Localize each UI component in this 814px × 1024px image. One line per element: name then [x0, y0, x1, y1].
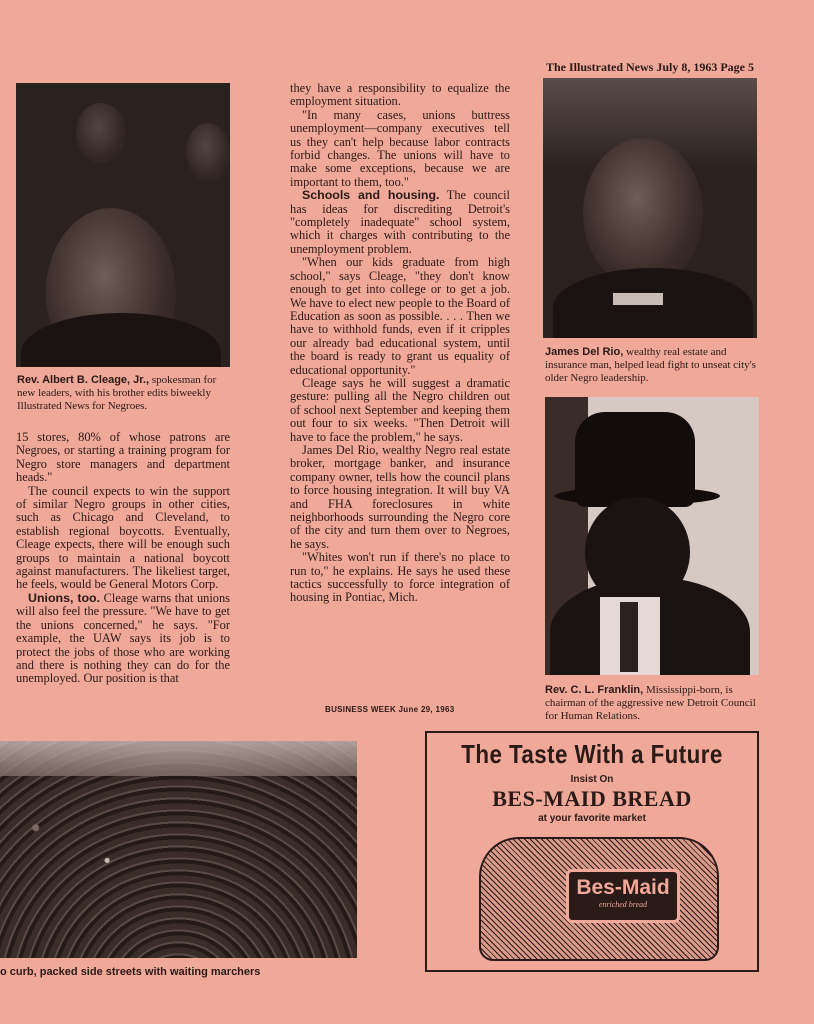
caption-del-rio [545, 346, 759, 385]
ad-headline: The Taste With a Future [461, 739, 723, 769]
col1-paragraph-1: 15 stores, 80% of whose patrons are Negroes, or starting a training program for Negro store managers and department heads." [16, 430, 230, 485]
col2-paragraph-6: James Del Rio, wealthy Negro real estate broker, mortgage banker, and insurance company owner, tells how the council plans to force housing integration. It will buy VA and FHA foreclosures in white neighborhoods surrounding the Negro core of the city and turn them over to Negroes, he says. [290, 442, 510, 551]
col1-paragraph-3: Cleage warns that unions will also feel the pressure. "We have to get the unions concerned," he says. "For example, the UAW says its job is to protect the jobs of those who are working and there is nothing they can do for the unemployed. Our position is that [16, 590, 230, 686]
photo-cleage [16, 83, 230, 367]
bread-loaf-illustration [479, 837, 719, 961]
caption-del-rio-name: James Del Rio, [545, 346, 624, 358]
caption-franklin [545, 684, 759, 723]
bread-advertisement [425, 731, 759, 972]
col2-paragraph-4: "When our kids graduate from high school," says Cleage, "they don't know enough to get into college or to get a job. We have to elect new people to the Board of Education as soon as possible. . . . Then we have to withhold funds, even if it cripples our already bad educational system, until the board is ready to grant us equality of educational opportunity." [290, 255, 510, 377]
col2-paragraph-1: they have a responsibility to equalize the employment situation. [290, 81, 510, 109]
col2-paragraph-5: Cleage says he will suggest a dramatic gesture: pulling all the Negro children out of school next September and keeping them out four to six weeks. "Then Detroit will have to face the problem," he says. [290, 375, 510, 444]
ad-where: at your favorite market [538, 813, 646, 824]
caption-del-rio-text: wealthy real estate and insurance man, helped lead fight to unseat city's older Negro leadership. [545, 346, 756, 384]
photo-franklin [545, 397, 759, 675]
photo-marchers-caption: o curb, packed side streets with waiting marchers [0, 966, 261, 978]
col2-paragraph-2: "In many cases, unions buttress unemployment—company executives tell us they can't help because labor contracts forbid changes. The unions will have to make some exceptions, because we are important to them, too." [290, 107, 510, 189]
col1-paragraph-2: The council expects to win the support of similar Negro groups in other cities, such as Chicago and Cleveland, to establish regional boycotts. Eventually, Cleage expects, there will be enough such groups to maintain a national boycott against manufacturers. The likeliest target, he feels, would be General Motors Corp. [16, 483, 230, 592]
caption-cleage-name: Rev. Albert B. Cleage, Jr., [17, 374, 150, 386]
caption-cleage-text: spokesman for new leaders, with his brother edits biweekly Illustrated News for Negroes. [17, 374, 217, 412]
col2-paragraph-3: The council has ideas for discrediting Detroit's "completely inadequate" school system, which it charges with contributing to the unemployment problem. [290, 188, 510, 256]
col2-subhead-schools: Schools and housing. [302, 188, 440, 203]
bread-label [566, 869, 680, 923]
bread-subtitle: enriched bread [598, 900, 648, 909]
bread-brand: Bes-Maid [576, 876, 670, 899]
col2-paragraph-7: "Whites won't run if there's no place to run to," he explains. He says he used these tactics successfully to force integration of housing in Pontiac, Mich. [290, 550, 510, 605]
caption-franklin-text: Mississippi-born, is chairman of the aggressive new Detroit Council for Human Relations. [545, 684, 756, 722]
page-header: The Illustrated News July 8, 1963 Page 5 [546, 60, 754, 74]
photo-marchers [0, 741, 357, 958]
ad-insist: Insist On [570, 774, 614, 785]
photo-del-rio [543, 78, 757, 338]
source-credit: BUSINESS WEEK June 29, 1963 [325, 705, 455, 714]
caption-franklin-name: Rev. C. L. Franklin, [545, 684, 644, 696]
col1-subhead-unions: Unions, too. [28, 590, 101, 605]
caption-cleage [17, 374, 231, 413]
article-column-1 [16, 431, 230, 686]
article-column-2 [290, 82, 510, 605]
ad-product: BES-MAID BREAD [492, 786, 692, 811]
